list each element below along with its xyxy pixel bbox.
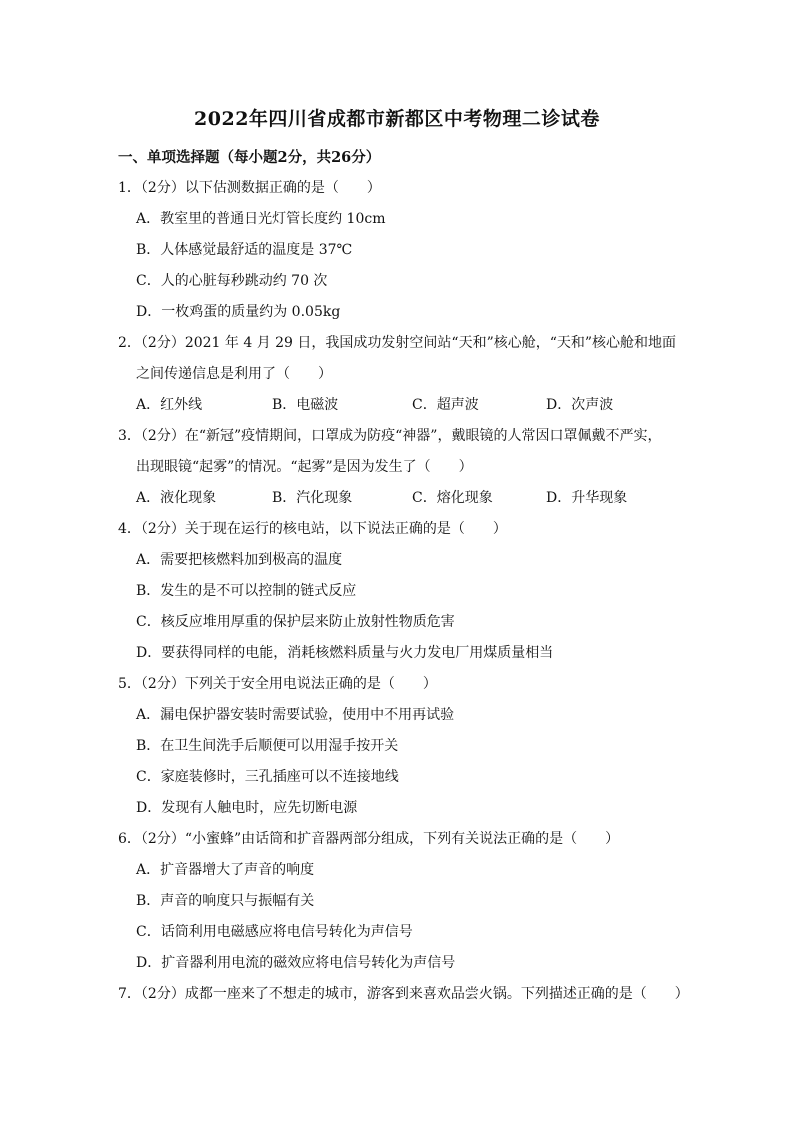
question-5-stem: 5．（2分）下列关于安全用电说法正确的是（ ） — [118, 676, 437, 692]
question-5-option-c: C．家庭装修时，三孔插座可以不连接地线 — [136, 769, 399, 785]
question-1-option-d: D．一枚鸡蛋的质量约为 0.05kg — [136, 304, 341, 320]
question-3-option-c: C．熔化现象 — [412, 490, 493, 506]
question-6-option-d: D．扩音器利用电流的磁效应将电信号转化为声信号 — [136, 955, 456, 971]
question-2-option-d: D．次声波 — [546, 397, 614, 413]
question-2-stem: 2．（2分）2021 年 4 月 29 日，我国成功发射空间站“天和”核心舱，“天和”核心舱和地面 — [118, 335, 677, 351]
question-3-option-b: B．汽化现象 — [272, 490, 353, 506]
question-4-option-d: D．要获得同样的电能，消耗核燃料质量与火力发电厂用煤质量相当 — [136, 645, 554, 661]
question-2-option-b: B．电磁波 — [272, 397, 339, 413]
question-4-option-c: C．核反应堆用厚重的保护层来防止放射性物质危害 — [136, 614, 455, 630]
question-7-stem: 7．（2分）成都一座来了不想走的城市，游客到来喜欢品尝火锅。下列描述正确的是（ ） — [118, 986, 689, 1002]
question-6-option-c: C．话筒利用电磁感应将电信号转化为声信号 — [136, 924, 413, 940]
question-3-stem-cont: 出现眼镜“起雾”的情况。“起雾”是因为发生了（ ） — [136, 459, 473, 475]
question-1-option-c: C．人的心脏每秒跳动约 70 次 — [136, 273, 328, 289]
question-1-stem: 1．（2分）以下估测数据正确的是（ ） — [118, 180, 381, 196]
question-3-option-d: D．升华现象 — [546, 490, 628, 506]
question-3-stem: 3．（2分）在“新冠”疫情期间，口罩成为防疫“神器”，戴眼镜的人常因口罩佩戴不严实， — [118, 428, 662, 444]
question-4-option-b: B．发生的是不可以控制的链式反应 — [136, 583, 357, 599]
question-5-option-b: B．在卫生间洗手后顺便可以用湿手按开关 — [136, 738, 399, 754]
section-heading: 一、单项选择题（每小题2分，共26分） — [118, 149, 381, 166]
question-5-option-a: A．漏电保护器安装时需要试验，使用中不用再试验 — [136, 707, 455, 723]
question-2-option-a: A．红外线 — [136, 397, 203, 413]
question-6-option-a: A．扩音器增大了声音的响度 — [136, 862, 315, 878]
question-6-stem: 6．（2分）“小蜜蜂”由话筒和扩音器两部分组成，下列有关说法正确的是（ ） — [118, 831, 620, 847]
question-4-option-a: A．需要把核燃料加到极高的温度 — [136, 552, 343, 568]
question-2-option-c: C．超声波 — [412, 397, 479, 413]
page-title: 2022年四川省成都市新都区中考物理二诊试卷 — [194, 108, 600, 130]
question-1-option-b: B．人体感觉最舒适的温度是 37℃ — [136, 242, 353, 258]
question-5-option-d: D．发现有人触电时，应先切断电源 — [136, 800, 358, 816]
question-1-option-a: A．教室里的普通日光灯管长度约 10cm — [136, 211, 386, 227]
question-2-stem-cont: 之间传递信息是利用了（ ） — [136, 366, 332, 382]
question-3-option-a: A．液化现象 — [136, 490, 217, 506]
question-4-stem: 4．（2分）关于现在运行的核电站，以下说法正确的是（ ） — [118, 521, 507, 537]
question-6-option-b: B．声音的响度只与振幅有关 — [136, 893, 315, 909]
